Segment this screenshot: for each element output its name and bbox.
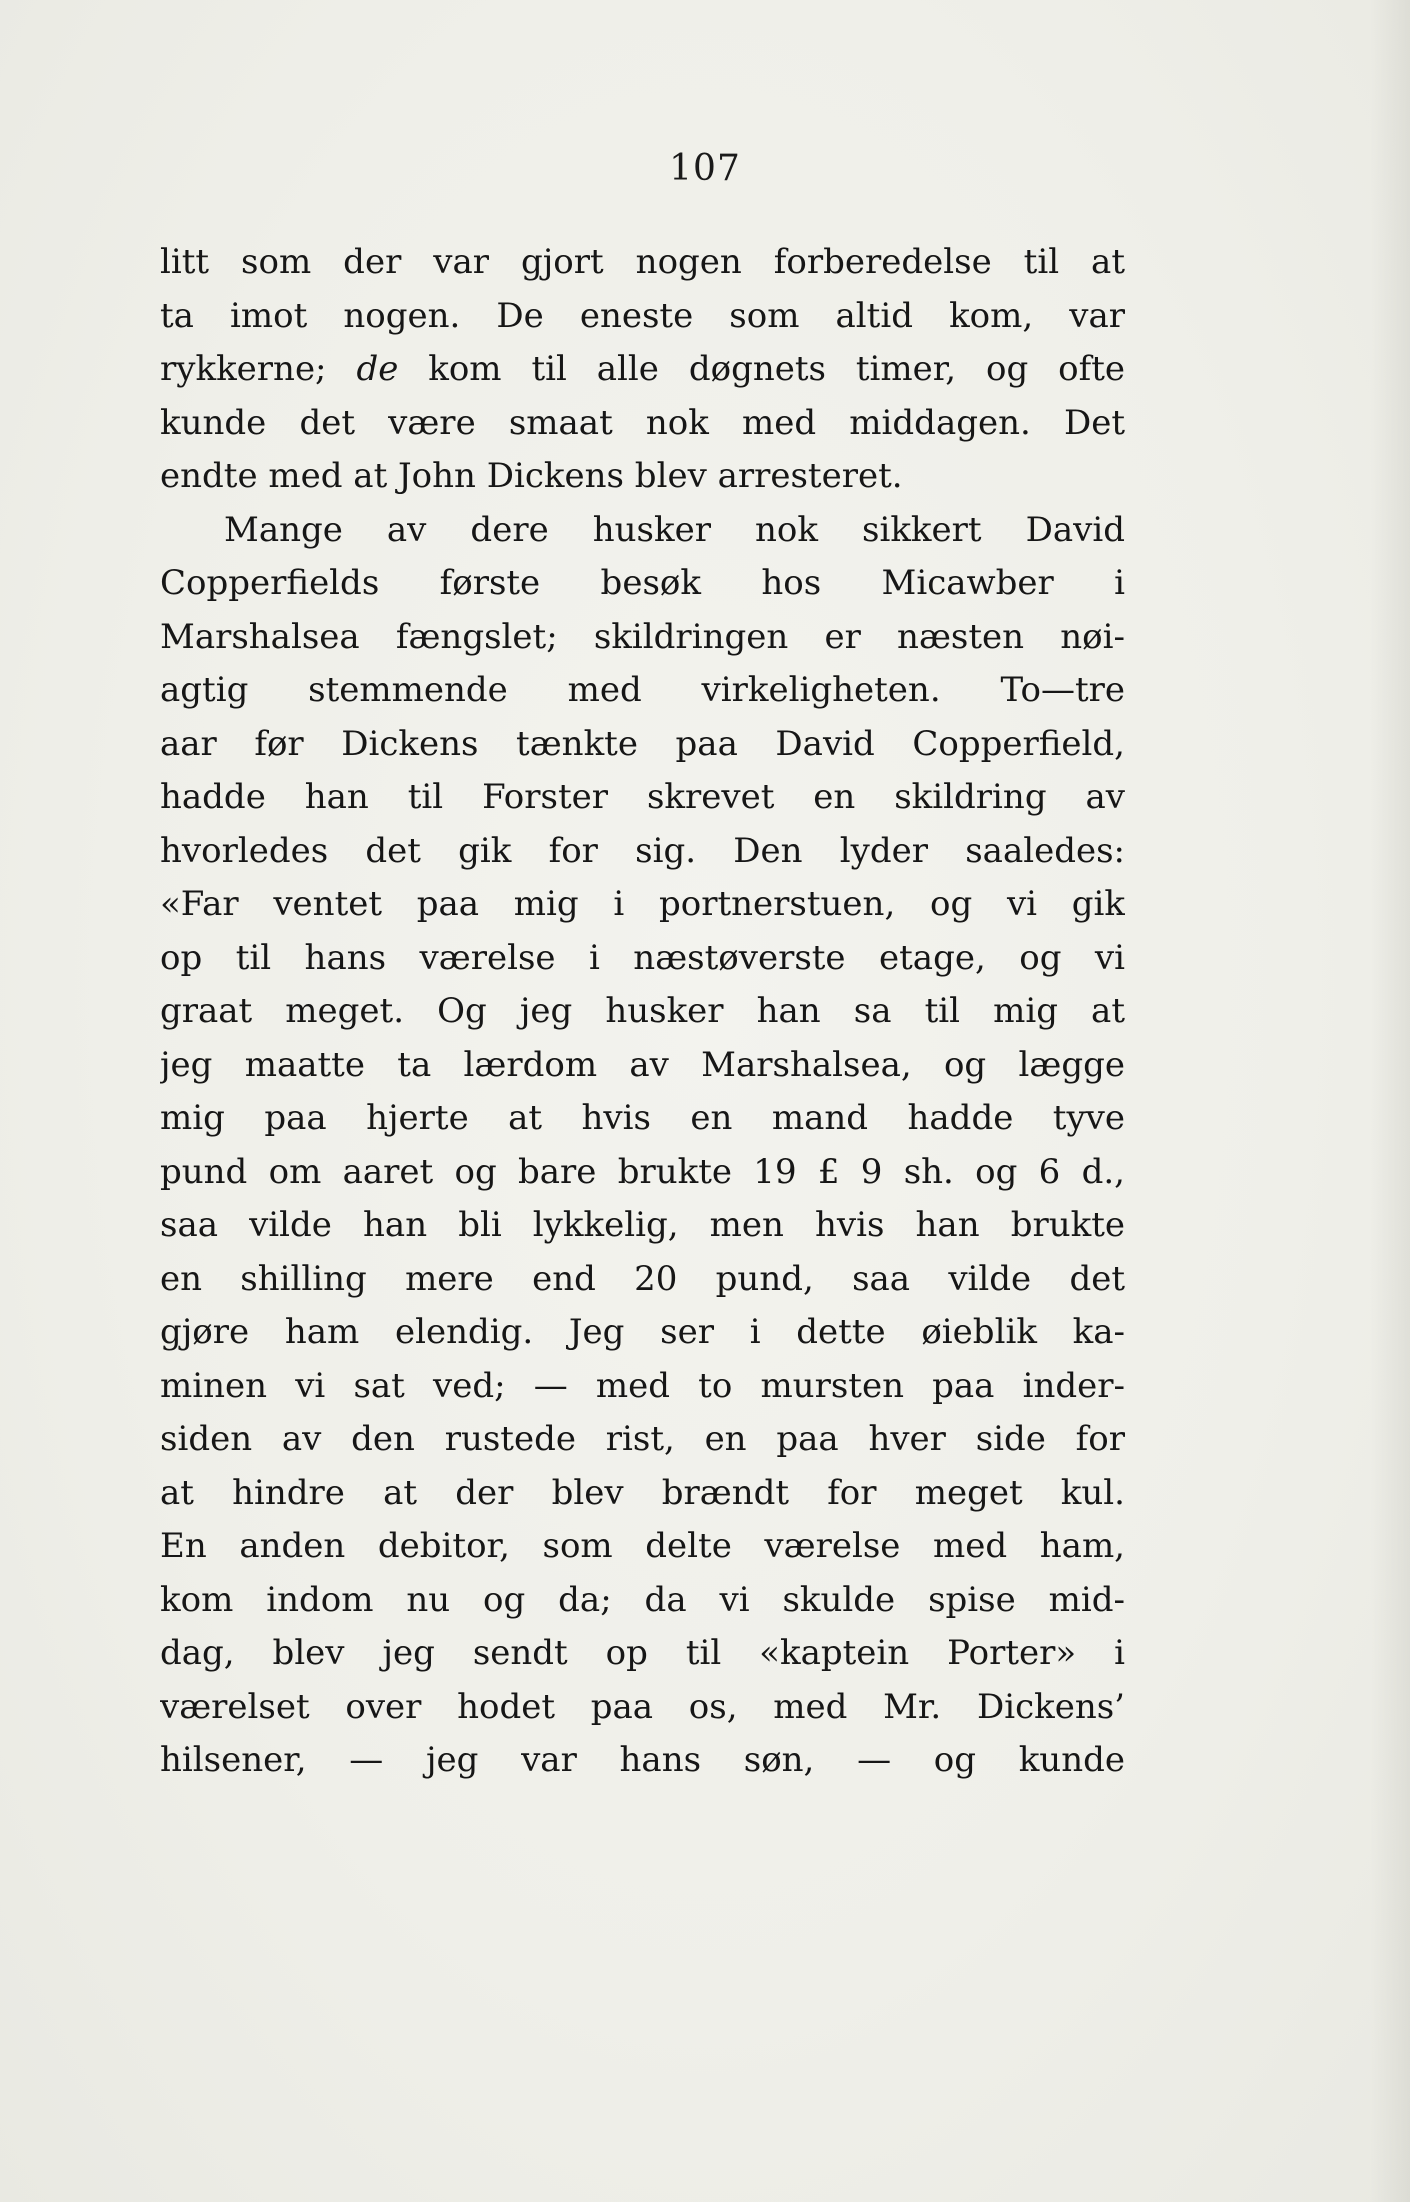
- text-line: gjøre ham elendig. Jeg ser i dette øieblik ka-: [160, 1312, 1125, 1352]
- text-line: dag, blev jeg sendt op til «kaptein Porter» i: [160, 1633, 1125, 1673]
- text-line: «Far ventet paa mig i portnerstuen, og vi gik: [160, 884, 1125, 924]
- text-line: hilsener, — jeg var hans søn, — og kunde: [160, 1740, 1125, 1780]
- text-line: hadde han til Forster skrevet en skildring av: [160, 777, 1125, 817]
- text-line: værelset over hodet paa os, med Mr. Dickens’: [160, 1686, 1125, 1727]
- page-edge-shadow: [1370, 0, 1410, 2202]
- text-line: siden av den rustede rist, en paa hver side for: [160, 1419, 1125, 1459]
- text-line: endte med at John Dickens blev arresteret.: [160, 456, 903, 496]
- text-line: hvorledes det gik for sig. Den lyder saaledes:: [160, 830, 1125, 871]
- text-segment: rykkerne;: [160, 349, 357, 389]
- text-line: en shilling mere end 20 pund, saa vilde det: [160, 1258, 1125, 1299]
- text-line: Copperfields første besøk hos Micawber i: [160, 563, 1125, 603]
- text-segment: kom til alle døgnets timer, og ofte: [398, 349, 1125, 389]
- text-line: at hindre at der blev brændt for meget kul.: [160, 1472, 1125, 1513]
- text-line: minen vi sat ved; — med to mursten paa inder-: [160, 1365, 1125, 1406]
- text-line: agtig stemmende med virkeligheten. To—tre: [160, 670, 1125, 710]
- text-line: Marshalsea fængslet; skildringen er næsten nøi-: [160, 616, 1125, 657]
- text-line: jeg maatte ta lærdom av Marshalsea, og lægge: [160, 1044, 1125, 1085]
- text-line: En anden debitor, som delte værelse med ham,: [160, 1526, 1125, 1566]
- text-line: kunde det være smaat nok med middagen. Det: [160, 402, 1125, 443]
- text-line: aar før Dickens tænkte paa David Copperfield,: [160, 723, 1125, 764]
- text-line: graat meget. Og jeg husker han sa til mig at: [160, 991, 1125, 1031]
- page-number: 107: [669, 148, 741, 189]
- text-line: op til hans værelse i næstøverste etage, og vi: [160, 937, 1125, 978]
- emphasized-word: de: [356, 349, 399, 389]
- text-line: litt som der var gjort nogen forberedelse til at: [160, 242, 1125, 282]
- text-line: saa vilde han bli lykkelig, men hvis han brukte: [160, 1205, 1125, 1245]
- text-line: pund om aaret og bare brukte 19 £ 9 sh. og 6 d.,: [160, 1151, 1125, 1192]
- body-text: [160, 236, 1125, 1788]
- text-line: Mange av dere husker nok sikkert David: [224, 509, 1125, 550]
- text-line: [160, 343, 1125, 397]
- text-line: kom indom nu og da; da vi skulde spise mid-: [160, 1579, 1125, 1620]
- text-line: mig paa hjerte at hvis en mand hadde tyve: [160, 1098, 1125, 1138]
- text-line: ta imot nogen. De eneste som altid kom, var: [160, 295, 1125, 336]
